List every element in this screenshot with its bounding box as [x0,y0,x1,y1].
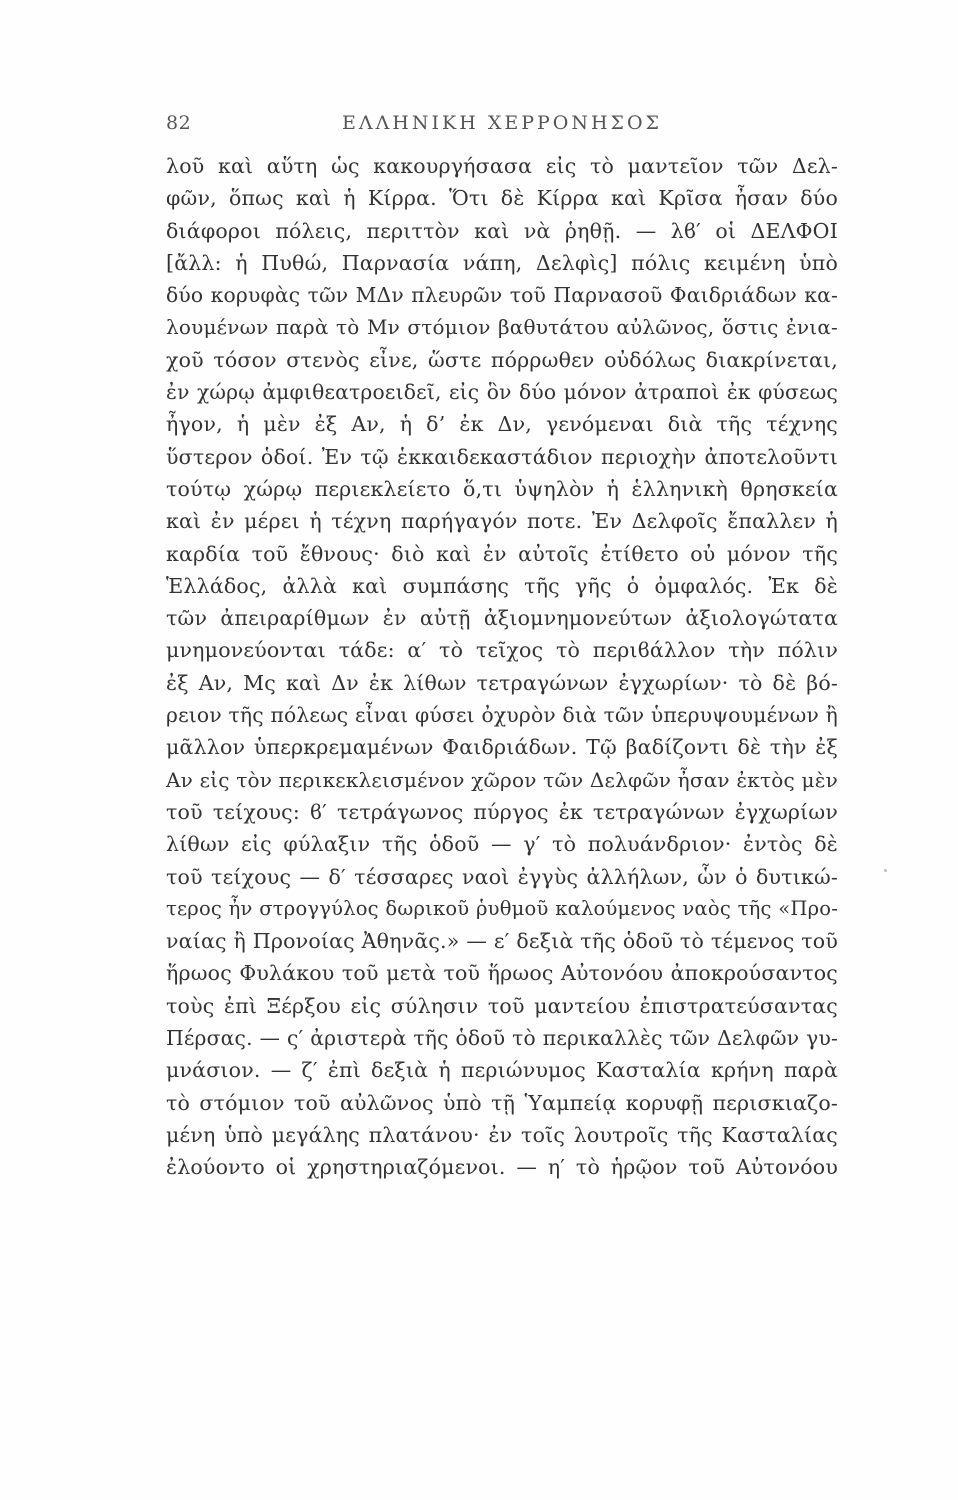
ink-speck [884,869,887,872]
text-line: ἐν χώρῳ ἀμφιθεατροειδεῖ, εἰς ὃν δύο μόνον ἀτραποὶ ἐκ φύσεως [166,380,838,405]
text-line: ἐξ Αν, Μς καὶ Δν ἐκ λίθων τετραγώνων ἐγχωρίων· τὸ δὲ βό- [166,670,838,695]
text-line: [ἄλλ: ἡ Πυθώ, Παρνασία νάπη, Δελφὶς] πόλις κειμένη ὑπὸ [166,250,838,275]
text-line: λοῦ καὶ αὕτη ὡς κακουργήσασα εἰς τὸ μαντεῖον τῶν Δελ- [166,154,838,178]
text-line: μνημονεύονται τάδε: α′ τὸ τεῖχος τὸ περιϐάλλον τὴν πόλιν [166,638,838,663]
body-text [166,150,838,1184]
text-line: μένη ὑπὸ μεγάλης πλατάνου· ἐν τοῖς λουτροῖς τῆς Κασταλίας [166,1122,838,1147]
running-head [166,112,838,142]
text-line: τοῦ τείχους — δ′ τέσσαρες ναοὶ ἐγγὺς ἀλλήλων, ὧν ὁ δυτικώ- [166,864,838,889]
text-line: τοὺς ἐπὶ Ξέρξου εἰς σύλησιν τοῦ μαντείου ἐπιστρατεύσαντας [166,993,838,1018]
text-line: λίθων εἰς φύλαξιν τῆς ὁδοῦ — γ′ τὸ πολυάνδριον· ἐντὸς δὲ [166,832,838,857]
page-number: 82 [166,112,192,134]
text-line: Πέρσας. — ς′ ἀριστερὰ τῆς ὁδοῦ τὸ περικαλλὲς τῶν Δελφῶν γυ- [166,1026,838,1051]
text-line: καρδία τοῦ ἔθνους· διὸ καὶ ἐν αὐτοῖς ἐτίθετο οὐ μόνον τῆς [166,541,838,566]
text-line: μᾶλλον ὑπερκρεμαμένων Φαιδριάδων. Τῷ βαδίζοντι δὲ τὴν ἐξ [166,735,838,760]
text-line: ἐλούοντο οἱ χρηστηριαζόμενοι. — η′ τὸ ἡρῷον τοῦ Αὐτονόου [166,1155,838,1180]
text-line: Ἑλλάδος, ἀλλὰ καὶ συμπάσης τῆς γῆς ὁ ὀμφαλός. Ἐκ δὲ [166,573,838,598]
text-line: χοῦ τόσον στενὸς εἶνε, ὥστε πόρρωθεν οὐδόλως διακρίνεται, [166,347,838,372]
text-line: τῶν ἀπειραρίθμων ἐν αὐτῇ ἀξιομνημονεύτων ἀξιολογώτατα [166,606,838,631]
text-line: Αν εἰς τὸν περικεκλεισμένον χῶρον τῶν Δελφῶν ἦσαν ἐκτὸς μὲν [166,767,838,792]
text-line: τοῦ τείχους: ϐ′ τετράγωνος πύργος ἐκ τετραγώνων ἐγχωρίων [166,799,838,824]
text-line: δύο κορυφὰς τῶν ΜΔν πλευρῶν τοῦ Παρνασοῦ Φαιδριάδων κα- [166,283,838,308]
page-header: ΕΛΛΗΝΙΚΗ ΧΕΡΡΟΝΗΣΟΣ [342,112,662,134]
text-line: ρειον τῆς πόλεως εἶναι φύσει ὀχυρὸν διὰ τῶν ὑπερυψουμένων ἢ [166,703,838,728]
text-line: καὶ ἐν μέρει ἡ τέχνη παρήγαγόν ποτε. Ἐν Δελφοῖς ἔπαλλεν ἡ [166,509,838,534]
text-line: μνάσιον. — ζ′ ἐπὶ δεξιὰ ἡ περιώνυμος Κασταλία κρήνη παρὰ [166,1058,838,1083]
text-line: διάφοροι πόλεις, περιττὸν καὶ νὰ ῥηθῇ. — λϐ′ οἱ ΔΕΛΦΟΙ [166,218,838,243]
text-line: ναίας ἢ Προνοίας Ἀθηνᾶς.» — ε′ δεξιὰ τῆς ὁδοῦ τὸ τέμενος τοῦ [166,929,838,954]
text-line: τούτῳ χώρῳ περιεκλείετο ὅ,τι ὑψηλὸν ἡ ἑλληνικὴ θρησκεία [166,476,838,501]
text-line: φῶν, ὅπως καὶ ἡ Κίρρα. Ὅτι δὲ Κίρρα καὶ Κρῖσα ἦσαν δύο [166,186,838,211]
text-line: ἦγον, ἡ μὲν ἐξ Αν, ἡ δ’ ἐκ Δν, γενόμεναι διὰ τῆς τέχνης [166,412,838,437]
text-line: ἥρωος Φυλάκου τοῦ μετὰ τοῦ ἥρωος Αὐτονόου ἀποκρούσαντος [166,961,838,986]
text-line: τερος ἦν στρογγύλος δωρικοῦ ῥυθμοῦ καλούμενος ναὸς τῆς «Προ- [166,896,838,920]
text-line: λουμένων παρὰ τὸ Μν στόμιον βαθυτάτου αὐλῶνος, ὅστις ἐνια- [166,315,838,340]
text-line: τὸ στόμιον τοῦ αὐλῶνος ὑπὸ τῇ Ὑαμπείᾳ κορυφῇ περισκιαζο- [166,1090,838,1115]
text-line: ὕστερον ὁδοί. Ἐν τῷ ἑκκαιδεκαστάδιον περιοχὴν ἀποτελοῦντι [166,444,838,469]
